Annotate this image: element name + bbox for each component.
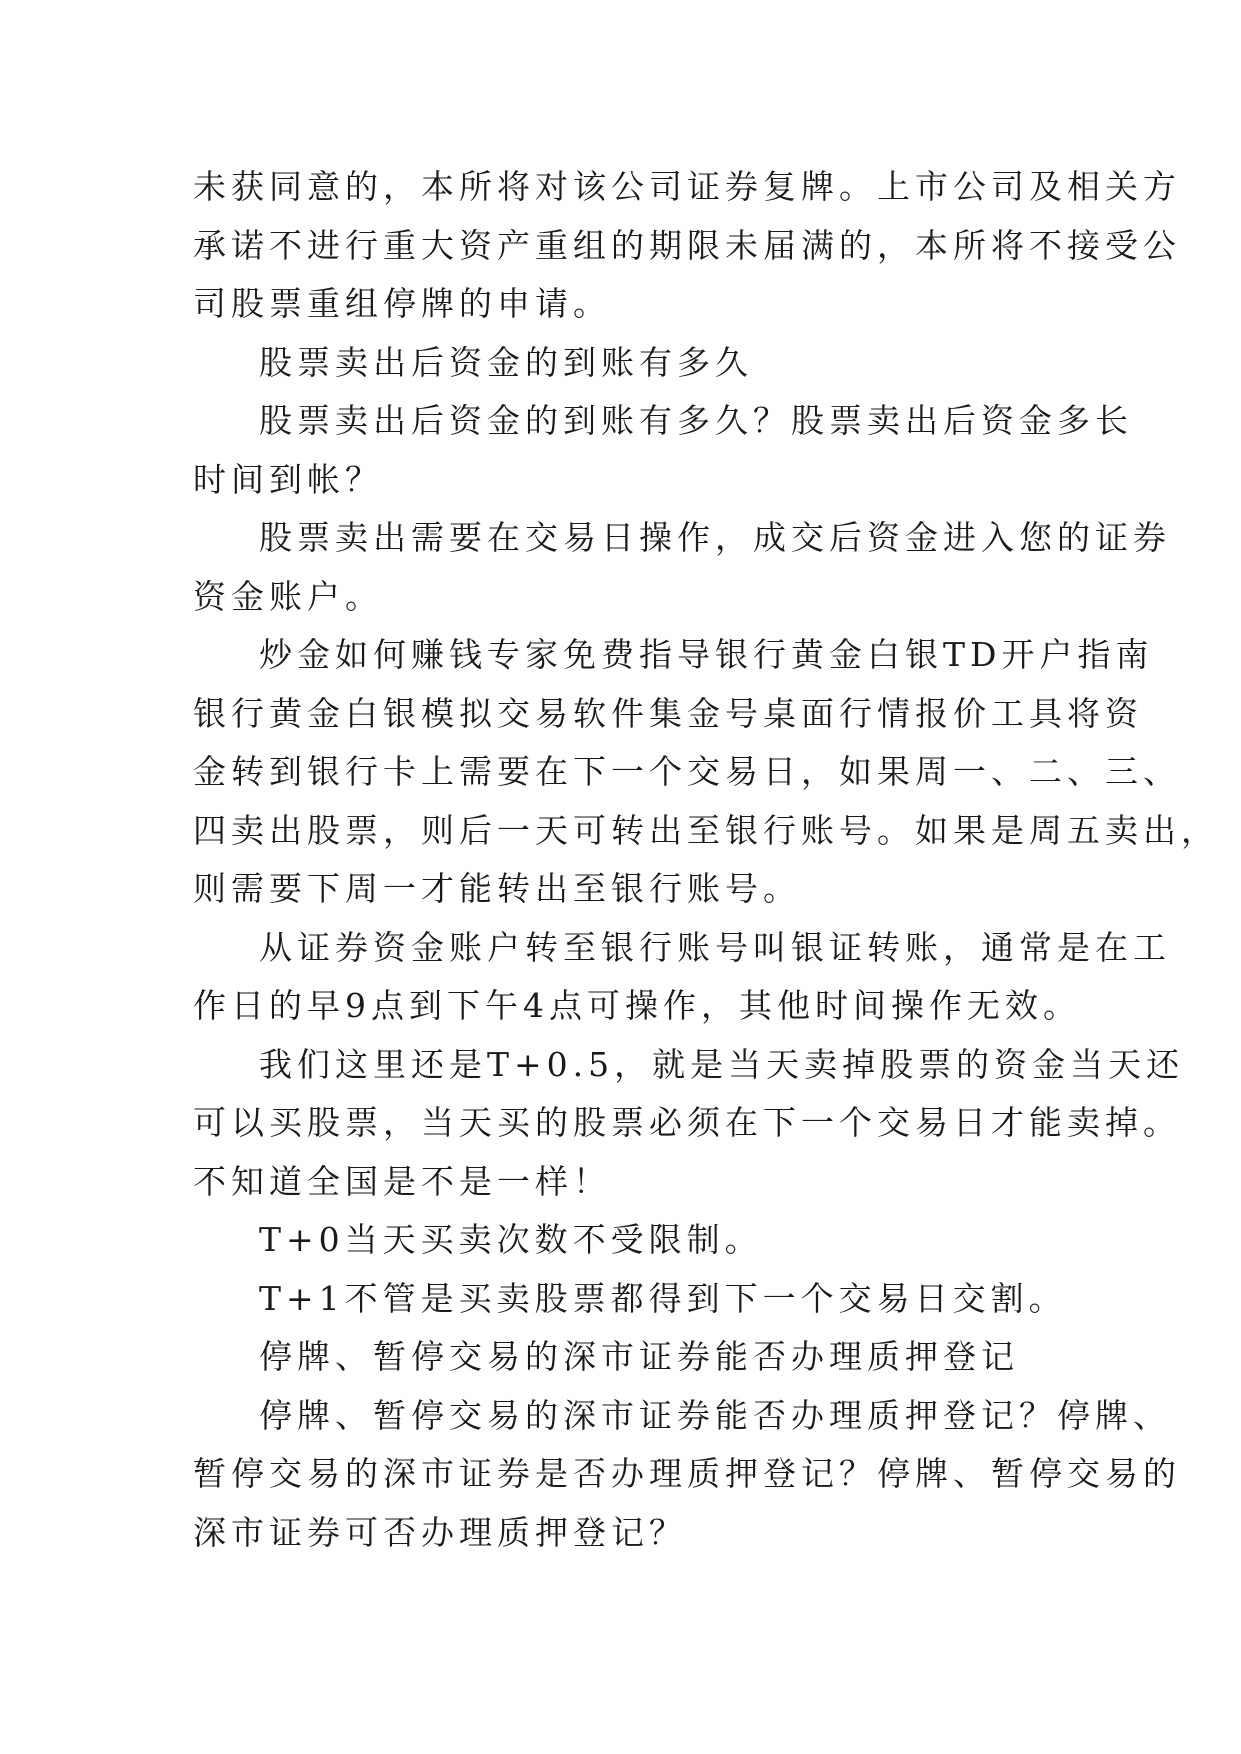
text-line: 深市证券可否办理质押登记？ [193,1512,687,1552]
text-line: T+0当天买卖次数不受限制。 [259,1220,763,1259]
text-line: 则需要下周一才能转出至银行账号。 [193,869,801,908]
text-line: 司股票重组停牌的申请。 [193,284,611,323]
section-heading: 股票卖出后资金的到账有多久 [259,342,753,382]
text-line: 四卖出股票，则后一天可转出至银行账号。如果是周五卖出， [193,810,1219,850]
text-line: 从证券资金账户转至银行账号叫银证转账，通常是在工 [259,927,1171,967]
text-line: 金转到银行卡上需要在下一个交易日，如果周一、二、三、 [193,752,1181,791]
text-line: 作日的早9点到下午4点可操作，其他时间操作无效。 [193,986,1081,1025]
text-line: 我们这里还是T+0.5，就是当天卖掉股票的资金当天还 [259,1044,1185,1084]
text-line: 承诺不进行重大资产重组的期限未届满的，本所将不接受公 [193,225,1181,265]
text-line: 可以买股票，当天买的股票必须在下一个交易日才能卖掉。 [193,1103,1181,1142]
document-page [193,158,1219,1562]
text-line: 资金账户。 [193,576,383,616]
text-line: 暂停交易的深市证券是否办理质押登记？停牌、暂停交易的 [193,1454,1181,1493]
text-line: 不知道全国是不是一样！ [193,1161,611,1201]
text-line: 股票卖出需要在交易日操作，成交后资金进入您的证券 [259,518,1171,557]
text-line: 股票卖出后资金的到账有多久？股票卖出后资金多长 [259,401,1133,440]
text-line: T+1不管是买卖股票都得到下一个交易日交割。 [259,1278,1067,1318]
section-heading: 停牌、暂停交易的深市证券能否办理质押登记 [259,1337,1019,1376]
text-line: 银行黄金白银模拟交易软件集金号桌面行情报价工具将资 [193,693,1143,733]
text-line: 未获同意的，本所将对该公司证券复牌。上市公司及相关方 [193,167,1181,206]
text-line: 炒金如何赚钱专家免费指导银行黄金白银TD开户指南 [259,635,1154,674]
text-line: 停牌、暂停交易的深市证券能否办理质押登记？停牌、 [259,1395,1171,1435]
text-line: 时间到帐？ [193,459,383,499]
